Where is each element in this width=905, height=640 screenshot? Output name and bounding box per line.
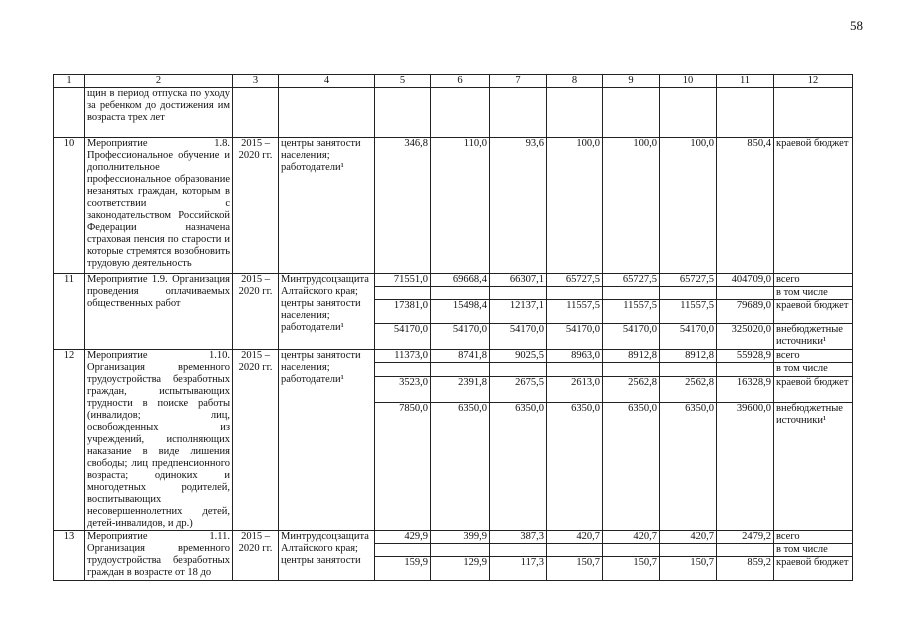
- value-cell: 346,8: [375, 138, 431, 274]
- value-cell: 159,9: [375, 557, 431, 581]
- value-cell: 859,2: [717, 557, 774, 581]
- source-cell: краевой бюджет: [774, 138, 853, 274]
- value-cell: 399,9: [431, 531, 490, 544]
- value-cell: 54170,0: [375, 324, 431, 350]
- value-cell: 8912,8: [660, 350, 717, 363]
- value-cell: 2479,2: [717, 531, 774, 544]
- value-cell: 55928,9: [717, 350, 774, 363]
- value-cell: 6350,0: [547, 403, 603, 531]
- period-cell: 2015 – 2020 гг.: [233, 350, 279, 531]
- value-cell: 325020,0: [717, 324, 774, 350]
- value-cell: 6350,0: [603, 403, 660, 531]
- header-cell: 6: [431, 75, 490, 88]
- measure-description: Мероприятие 1.9. Организация проведения оплачиваемых общественных работ: [85, 274, 233, 350]
- value-cell: 100,0: [660, 138, 717, 274]
- value-cell: 404709,0: [717, 274, 774, 287]
- value-cell: 54170,0: [660, 324, 717, 350]
- value-cell: 11557,5: [660, 300, 717, 324]
- value-cell: 71551,0: [375, 274, 431, 287]
- value-cell: 420,7: [603, 531, 660, 544]
- source-cell: всего: [774, 350, 853, 363]
- value-cell: 65727,5: [660, 274, 717, 287]
- executor-cell: центры занятости населения; работодатели¹: [279, 138, 375, 274]
- source-cell: всего: [774, 274, 853, 287]
- value-cell: 11557,5: [603, 300, 660, 324]
- measure-description: Мероприятие 1.11. Организация временного трудоустройства безработных граждан в возрасте от 18 до: [85, 531, 233, 581]
- header-cell: 2: [85, 75, 233, 88]
- value-cell: 7850,0: [375, 403, 431, 531]
- value-cell: 2675,5: [490, 376, 547, 403]
- value-cell: 15498,4: [431, 300, 490, 324]
- value-cell: 6350,0: [490, 403, 547, 531]
- value-cell: 16328,9: [717, 376, 774, 403]
- value-cell: 79689,0: [717, 300, 774, 324]
- period-cell: 2015 – 2020 гг.: [233, 274, 279, 350]
- source-cell: краевой бюджет: [774, 376, 853, 403]
- value-cell: 3523,0: [375, 376, 431, 403]
- measure-description: Мероприятие 1.8. Профессиональное обучение и дополнительное профессиональное образование незанятых граждан, которым в соответствии с законодательством Российской Федерации назначена страховая пенсия по старости и которые стремятся возобновить трудовую деятельность: [85, 138, 233, 274]
- table-row: [54, 531, 853, 544]
- value-cell: 54170,0: [431, 324, 490, 350]
- value-cell: 17381,0: [375, 300, 431, 324]
- header-cell: 7: [490, 75, 547, 88]
- value-cell: 117,3: [490, 557, 547, 581]
- period-cell: 2015 – 2020 гг.: [233, 138, 279, 274]
- value-cell: 110,0: [431, 138, 490, 274]
- header-cell: 1: [54, 75, 85, 88]
- table-row: [54, 138, 853, 274]
- header-cell: 10: [660, 75, 717, 88]
- value-cell: 420,7: [660, 531, 717, 544]
- executor-cell: Минтрудсоцзащита Алтайского края; центры занятости населения; работодатели¹: [279, 274, 375, 350]
- value-cell: 150,7: [603, 557, 660, 581]
- value-cell: 9025,5: [490, 350, 547, 363]
- value-cell: 850,4: [717, 138, 774, 274]
- value-cell: 11557,5: [547, 300, 603, 324]
- period-cell: 2015 – 2020 гг.: [233, 531, 279, 581]
- source-cell: в том числе: [774, 287, 853, 300]
- value-cell: 2613,0: [547, 376, 603, 403]
- value-cell: 420,7: [547, 531, 603, 544]
- value-cell: 8912,8: [603, 350, 660, 363]
- header-cell: 3: [233, 75, 279, 88]
- source-cell: краевой бюджет: [774, 557, 853, 581]
- budget-table: [53, 74, 853, 581]
- row-number: 12: [54, 350, 85, 531]
- value-cell: 387,3: [490, 531, 547, 544]
- source-cell: внебюджетные источники¹: [774, 403, 853, 531]
- header-cell: 11: [717, 75, 774, 88]
- source-cell: всего: [774, 531, 853, 544]
- executor-cell: Минтрудсоцзащита Алтайского края; центры занятости: [279, 531, 375, 581]
- value-cell: 429,9: [375, 531, 431, 544]
- value-cell: 12137,1: [490, 300, 547, 324]
- source-cell: в том числе: [774, 544, 853, 557]
- value-cell: 100,0: [547, 138, 603, 274]
- value-cell: 100,0: [603, 138, 660, 274]
- header-cell: 4: [279, 75, 375, 88]
- value-cell: 65727,5: [547, 274, 603, 287]
- row-number: 13: [54, 531, 85, 581]
- row-number: 10: [54, 138, 85, 274]
- value-cell: 2391,8: [431, 376, 490, 403]
- value-cell: 69668,4: [431, 274, 490, 287]
- value-cell: 8741,8: [431, 350, 490, 363]
- header-row: [54, 75, 853, 88]
- value-cell: 54170,0: [490, 324, 547, 350]
- value-cell: 54170,0: [603, 324, 660, 350]
- table-row: [54, 88, 853, 138]
- page-number: 58: [850, 18, 863, 33]
- value-cell: 6350,0: [660, 403, 717, 531]
- table-row: [54, 274, 853, 287]
- value-cell: 150,7: [660, 557, 717, 581]
- header-cell: 8: [547, 75, 603, 88]
- value-cell: 2562,8: [603, 376, 660, 403]
- measure-description: щин в период отпуска по уходу за ребенком до достижения им возраста трех лет: [85, 88, 233, 138]
- value-cell: 150,7: [547, 557, 603, 581]
- table-row: [54, 350, 853, 363]
- source-cell: в том числе: [774, 363, 853, 376]
- value-cell: 66307,1: [490, 274, 547, 287]
- value-cell: 54170,0: [547, 324, 603, 350]
- value-cell: 65727,5: [603, 274, 660, 287]
- value-cell: 93,6: [490, 138, 547, 274]
- measure-description: Мероприятие 1.10. Организация временного трудоустройства безработных граждан, испытывающих трудности в поиске работы (инвалидов; лиц, освобожденных из учреждений, исполняющих наказание в виде лишения свободы; лиц предпенсионного возраста; одиноких и многодетных родителей, воспитывающих несовершеннолетних детей, детей-инвалидов, и др.): [85, 350, 233, 531]
- value-cell: 11373,0: [375, 350, 431, 363]
- value-cell: 6350,0: [431, 403, 490, 531]
- value-cell: 39600,0: [717, 403, 774, 531]
- value-cell: 2562,8: [660, 376, 717, 403]
- header-cell: 9: [603, 75, 660, 88]
- executor-cell: центры занятости населения; работодатели¹: [279, 350, 375, 531]
- source-cell: краевой бюджет: [774, 300, 853, 324]
- header-cell: 5: [375, 75, 431, 88]
- header-cell: 12: [774, 75, 853, 88]
- source-cell: внебюджетные источники¹: [774, 324, 853, 350]
- row-number: 11: [54, 274, 85, 350]
- value-cell: 129,9: [431, 557, 490, 581]
- value-cell: 8963,0: [547, 350, 603, 363]
